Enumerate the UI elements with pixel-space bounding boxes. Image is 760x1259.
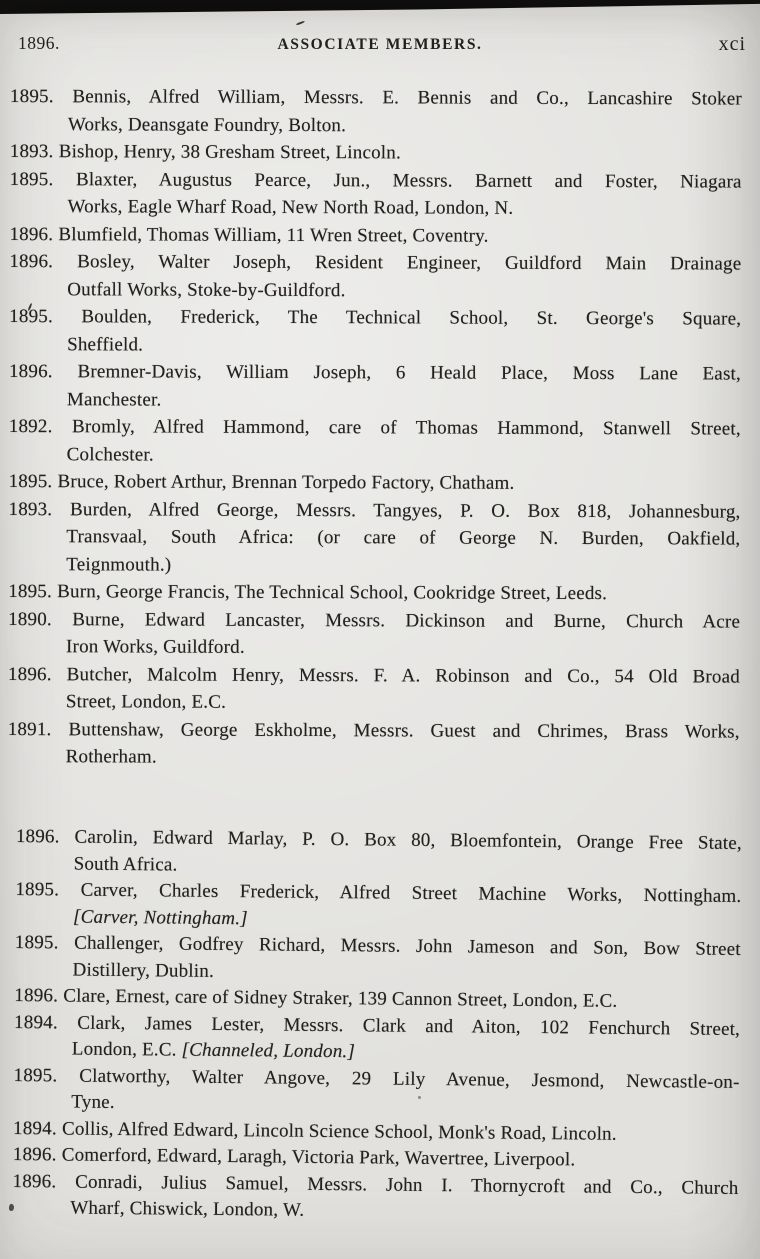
member-entry — [9, 413, 741, 471]
entry-line: 1895. Bennis, Alfred William, Messrs. E. Bennis and Co., Lancashire Stoker — [10, 83, 742, 113]
entry-line: 1895. Carver, Charles Frederick, Alfred Street Machine Works, Nottingham. — [15, 878, 742, 907]
member-entry — [9, 303, 741, 361]
member-entry — [8, 660, 740, 718]
entry-line: 1896. Conradi, Julius Samuel, Messrs. John I. Thornycroft and Co., Church — [12, 1169, 739, 1198]
entry-year: 1895. — [8, 580, 53, 603]
entry-line: 1895. Blaxter, Augustus Pearce, Jun., Messrs. Barnett and Foster, Niagara — [10, 165, 742, 195]
entry-line: 1893. Burden, Alfred George, Messrs. Tangyes, P. O. Box 818, Johannesburg, — [8, 495, 740, 525]
page-title: ASSOCIATE MEMBERS. — [277, 36, 483, 53]
entry-line: 1895. Boulden, Frederick, The Technical School, St. George's Square, — [9, 303, 741, 333]
entry-year: 1895. — [13, 1063, 58, 1086]
entry-year: 1896. — [9, 250, 54, 273]
entry-line: Street, London, E.C. — [65, 691, 227, 713]
entry-year: 1896. — [7, 663, 52, 685]
entry-line: 1890. Burne, Edward Lancaster, Messrs. Dickinson and Burne, Church Acre — [8, 605, 740, 635]
member-entry — [8, 605, 740, 663]
member-entry — [12, 1168, 738, 1228]
page-header — [0, 0, 760, 70]
entry-year: 1890. — [8, 608, 52, 630]
entry-year: 1895. — [9, 305, 53, 328]
member-entry — [8, 715, 740, 773]
entry-line: 1896. Bremner-Davis, William Joseph, 6 Heald Place, Moss Lane East, — [9, 358, 741, 388]
entry-line: 1896. Comerford, Edward, Laragh, Victoria Park, Wavertree, Liverpool. — [12, 1143, 576, 1170]
entry-line: 1893. Bishop, Henry, 38 Gresham Street, Lincoln. — [10, 138, 742, 168]
entry-line: Iron Works, Guildford. — [65, 636, 245, 658]
entry-line: Works, Deansgate Foundry, Bolton. — [67, 113, 347, 136]
member-entry — [9, 248, 741, 306]
entry-line: Distillery, Dublin. — [72, 958, 215, 981]
entry-line: 1895. Challenger, Godfrey Richard, Messrs. John Jameson and Son, Bow Street — [14, 931, 741, 960]
entry-line: 1894. Clark, James Lester, Messrs. Clark and Aiton, 102 Fenchurch Street, — [13, 1010, 741, 1039]
member-entry — [15, 876, 741, 936]
member-entry — [10, 165, 742, 223]
entry-line: 1896. Clare, Ernest, care of Sidney Straker, 139 Cannon Street, London, E.C. — [14, 984, 618, 1012]
entry-year: 1895. — [9, 85, 54, 108]
member-entry — [15, 824, 741, 884]
member-entry — [9, 358, 741, 416]
header-year: 1896. — [18, 33, 60, 53]
entry-line: 1892. Bromly, Alfred Hammond, care of Thomas Hammond, Stanwell Street, — [9, 413, 741, 443]
entry-line: 1894. Collis, Alfred Edward, Lincoln Science School, Monk's Road, Lincoln. — [12, 1116, 617, 1144]
entry-year: 1895. — [8, 470, 53, 493]
member-entry — [10, 83, 742, 141]
entry-line: Wharf, Chiswick, London, W. — [70, 1197, 305, 1221]
member-entry — [8, 578, 740, 608]
member-entry — [14, 929, 740, 989]
entry-line: Sheffield. — [67, 333, 144, 355]
entry-line: London, E.C. [Channeled, London.] — [71, 1038, 356, 1062]
entry-line: 1895. Burn, George Francis, The Technical School, Cookridge Street, Leeds. — [8, 578, 740, 608]
entry-line: Colchester. — [66, 443, 154, 466]
entry-line: Tyne. — [71, 1091, 115, 1113]
entry-year: 1894. — [12, 1116, 57, 1139]
entry-year: 1893. — [8, 498, 53, 520]
member-entry — [10, 138, 742, 168]
entry-line: 1896. Butcher, Malcolm Henry, Messrs. F. A. Robinson and Co., 54 Old Broad — [8, 660, 740, 690]
member-entry — [9, 468, 741, 498]
entry-line: Rotherham. — [65, 746, 157, 768]
entry-line: Manchester. — [66, 388, 162, 411]
member-entry — [14, 1009, 740, 1069]
entry-year: 1895. — [9, 168, 54, 190]
entry-year: 1895. — [15, 878, 60, 900]
entry-year: 1896. — [14, 984, 59, 1006]
entry-line: 1895. Bruce, Robert Arthur, Brennan Torpedo Factory, Chatham. — [9, 468, 741, 498]
entry-year: 1894. — [13, 1010, 58, 1033]
entry-year: 1896. — [12, 1143, 57, 1165]
member-entry — [9, 220, 741, 250]
entry-year: 1896. — [12, 1169, 57, 1192]
entry-line: South Africa. — [73, 852, 178, 875]
entry-year: 1896. — [8, 360, 53, 383]
page-number: xci — [718, 33, 746, 55]
member-entry — [8, 495, 740, 580]
entry-year: 1891. — [7, 718, 52, 740]
entry-line: Transvaal, South Africa: (or care of George N. Burden, Oakfield, — [66, 526, 741, 550]
member-entry — [13, 1062, 739, 1122]
entry-line: 1896. Bosley, Walter Joseph, Resident Engineer, Guildford Main Drainage — [9, 248, 741, 278]
section-b — [8, 83, 742, 773]
entry-year: 1896. — [9, 223, 54, 245]
entry-year: 1895. — [14, 931, 59, 953]
member-list — [7, 83, 742, 1221]
section-c — [12, 824, 742, 1228]
entry-line: Outfall Works, Stoke-by-Guildford. — [67, 278, 346, 301]
entry-line: 1891. Buttenshaw, George Eskholme, Messrs. Guest and Chrimes, Brass Works, — [8, 715, 740, 745]
entry-line: Works, Eagle Wharf Road, New North Road, London, N. — [67, 196, 514, 219]
entry-line: 1896. Carolin, Edward Marlay, P. O. Box 80, Bloemfontein, Orange Free State, — [15, 825, 742, 854]
entry-year: 1892. — [8, 415, 53, 438]
telegraphic-address: [Channeled, London.] — [181, 1039, 356, 1062]
entry-year: 1893. — [9, 140, 54, 163]
entry-line: 1895. Clatworthy, Walter Angove, 29 Lily Avenue, Jesmond, Newcastle-on- — [13, 1063, 740, 1092]
entry-year: 1896. — [15, 825, 60, 847]
telegraphic-address: [Carver, Nottingham.] — [73, 905, 248, 929]
entry-line: Teignmouth.) — [66, 553, 172, 576]
entry-line: 1896. Blumfield, Thomas William, 11 Wren Street, Coventry. — [9, 220, 741, 250]
